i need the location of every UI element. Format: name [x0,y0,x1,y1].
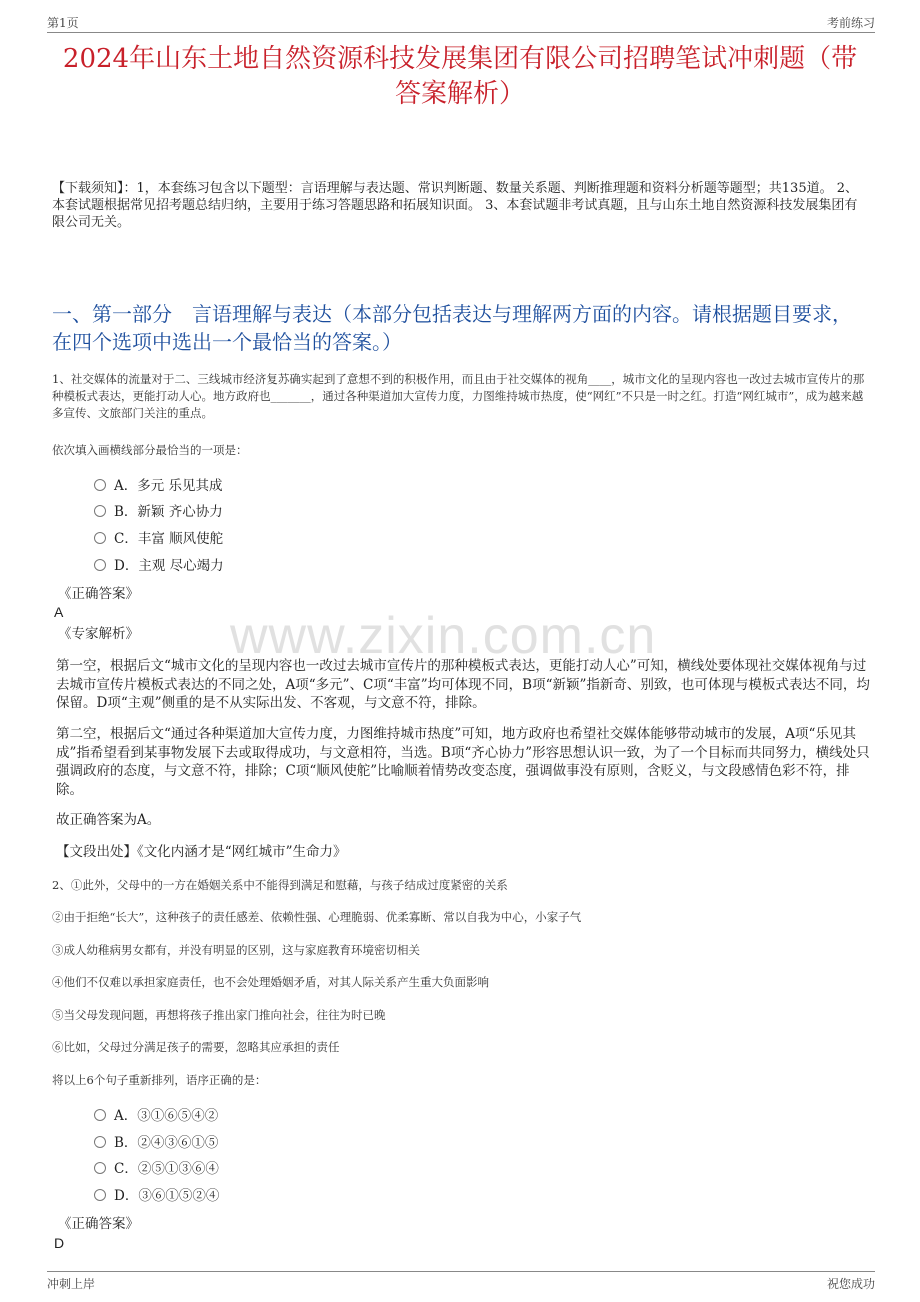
question-1-prompt: 依次填入画横线部分最恰当的一项是： [52,443,248,457]
q1-source: 【文段出处】《文化内涵才是“网红城市”生命力》 [56,844,347,860]
q1-analysis-paragraph-1: 第一空，根据后文“城市文化的呈现内容也一改过去城市宣传片的那种模板式表达，更能打动人心”可知，横线处要体现社交媒体视角与过去城市宣传片模板式表达的不同之处，A项“多元”、C项“丰富”均可体现不同，B项“新颖”指新奇、别致，也可体现与模板式表达不同，均保留。D项“主观”侧重的是不从实际出发、不客观，与文意不符，排除。 [56,658,870,711]
q1-analysis-label: 《专家解析》 [58,626,139,642]
q2-answer-label: 《正确答案》 [58,1216,139,1232]
q2-answer: D [54,1235,65,1251]
option-label: B．②④③⑥①⑤ [114,1135,219,1151]
section-heading: 一、第一部分 言语理解与表达（本部分包括表达与理解两方面的内容。请根据题目要求，在四个选项中选出一个最恰当的答案。） [52,302,852,354]
q1-analysis-paragraph-2: 第二空，根据后文“通过各种渠道加大宣传力度，力图维持城市热度”可知，地方政府也希望社交媒体能够带动城市的发展，A项“乐见其成”指希望看到某事物发展下去或取得成功，与文意相符，当选。B项“齐心协力”形容思想认识一致，为了一个目标而共同努力，横线处只强调政府的态度，与文意不符，排除；C项“顺风使舵”比喻顺着情势改变态度，强调做事没有原则，含贬义，与文段感情色彩不符，排除。 [56,726,870,798]
radio-icon[interactable] [94,1189,106,1201]
watermark: www.zixin.com.cn [230,607,657,665]
question-2-prompt: 将以上6个句子重新排列，语序正确的是： [52,1073,267,1087]
radio-icon[interactable] [94,532,106,544]
header-tag: 考前练习 [826,16,875,30]
radio-icon[interactable] [94,1109,106,1121]
q2-option-a[interactable] [94,1107,218,1125]
option-label: D．主观 尽心竭力 [114,558,224,574]
q2-option-b[interactable] [94,1134,218,1152]
option-label: B．新颖 齐心协力 [114,504,223,520]
q1-option-a[interactable] [94,477,223,495]
question-2-sentence: ④他们不仅难以承担家庭责任，也不会处理婚姻矛盾，对其人际关系产生重大负面影响 [52,975,489,989]
radio-icon[interactable] [94,1136,106,1148]
question-1-stem: 1、社交媒体的流量对于二、三线城市经济复苏确实起到了意想不到的积极作用，而且由于社交媒体的视角____，城市文化的呈现内容也一改过去城市宣传片的那种模板式表达，更能打动人心。地方政府也_______，通过各种渠道加大宣传力度，力图维持城市热度，使“网红”不只是一时之红。打造“网红城市”，成为越来越多宣传、文旅部门关注的重点。 [52,372,865,420]
q2-option-c[interactable] [94,1160,219,1178]
radio-icon[interactable] [94,479,106,491]
question-2-sentence: ③成人幼稚病男女都有，并没有明显的区别，这与家庭教育环境密切相关 [52,943,420,957]
q2-option-d[interactable] [94,1187,219,1205]
radio-icon[interactable] [94,559,106,571]
document-title: 2024年山东土地自然资源科技发展集团有限公司招聘笔试冲刺题（带答案解析） [62,44,858,109]
option-label: A．多元 乐见其成 [114,478,223,494]
q1-answer: A [54,604,64,620]
option-label: C．丰富 顺风使舵 [114,531,224,547]
page-header [47,12,875,33]
question-2-sentence: ②由于拒绝“长大”，这种孩子的责任感差、依赖性强、心理脆弱、优柔寡断、常以自我为中心，小家子气 [52,910,582,924]
option-label: D．③⑥①⑤②④ [114,1188,220,1204]
page-footer [47,1271,875,1294]
q1-option-d[interactable] [94,557,224,575]
question-2-sentence: ⑥比如，父母过分满足孩子的需要，忽略其应承担的责任 [52,1040,340,1054]
q1-option-c[interactable] [94,530,223,548]
q1-answer-label: 《正确答案》 [58,586,139,602]
q1-conclusion: 故正确答案为A。 [56,812,161,828]
option-label: A．③①⑥⑤④② [114,1108,219,1124]
option-label: C．②⑤①③⑥④ [114,1161,219,1177]
download-notice: 【下载须知】：1，本套练习包含以下题型：言语理解与表达题、常识判断题、数量关系题、判断推理题和资料分析题等题型；共135道。 2、本套试题根据常见招考题总结归纳，主要用于练习答题思路和拓展知识面。 3、本套试题非考试真题，且与山东土地自然资源科技发展集团有限公司无关。 [52,181,858,230]
radio-icon[interactable] [94,1162,106,1174]
question-2-sentence: ⑤当父母发现问题，再想将孩子推出家门推向社会，往往为时已晚 [52,1008,386,1022]
page-number: 第1页 [47,16,79,30]
footer-right: 祝您成功 [826,1277,875,1291]
radio-icon[interactable] [94,505,106,517]
footer-left: 冲刺上岸 [47,1277,96,1291]
question-2-stem: 2、①此外，父母中的一方在婚姻关系中不能得到满足和慰藉，与孩子结成过度紧密的关系 [52,878,508,892]
q1-option-b[interactable] [94,503,223,521]
